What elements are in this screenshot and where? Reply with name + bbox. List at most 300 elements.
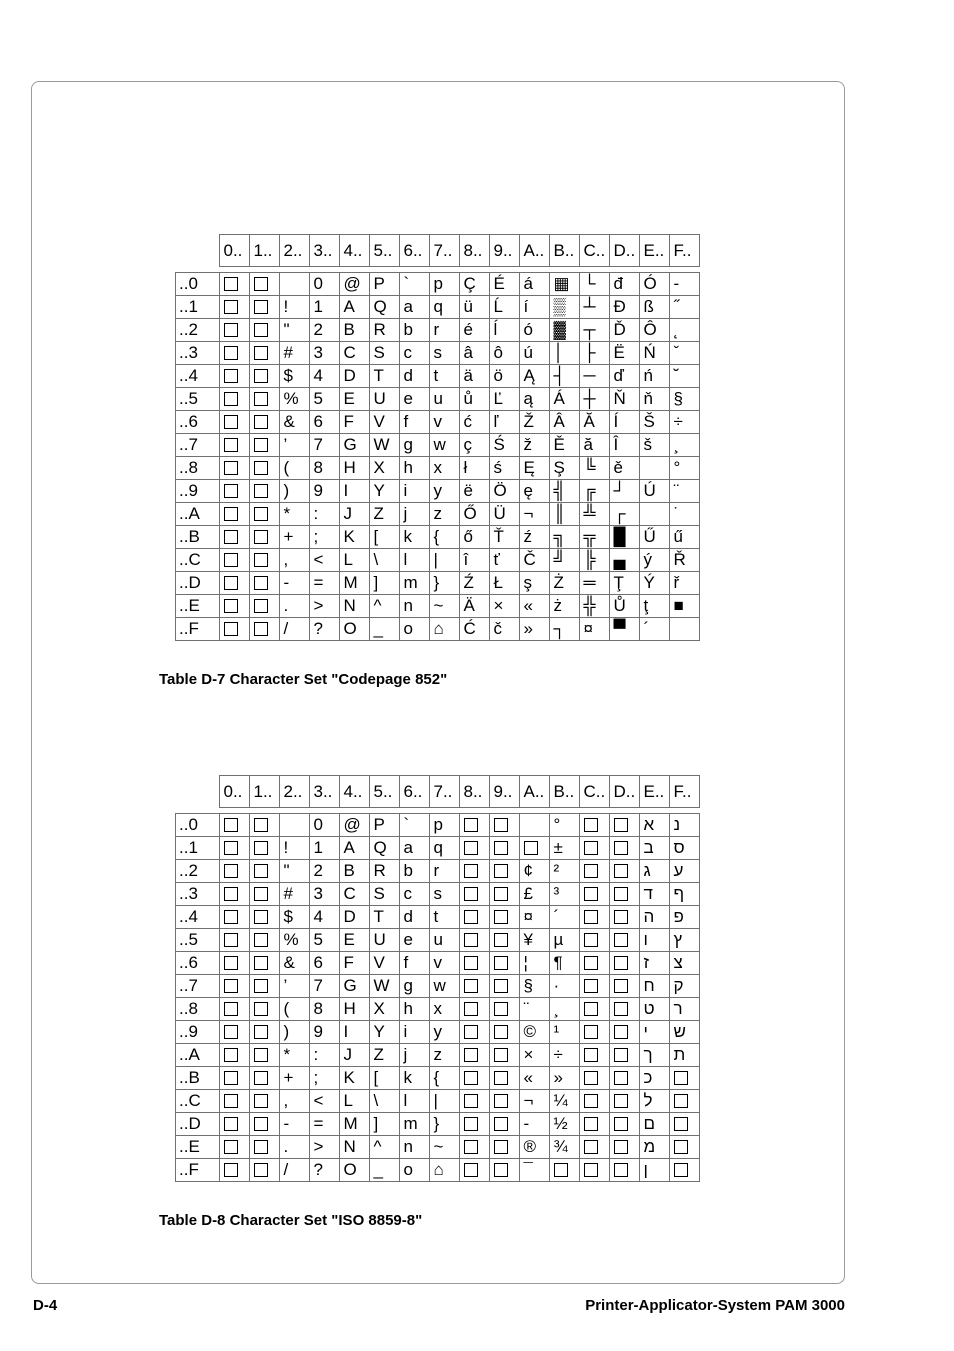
char-cell: ˝ bbox=[669, 296, 699, 319]
char-cell: A bbox=[339, 296, 369, 319]
table-row bbox=[176, 952, 700, 975]
undefined-char-box bbox=[584, 1071, 598, 1085]
undefined-char-box bbox=[464, 1071, 478, 1085]
char-cell bbox=[459, 998, 489, 1021]
char-cell bbox=[489, 906, 519, 929]
char-cell: 6 bbox=[309, 952, 339, 975]
undefined-char-box bbox=[254, 461, 268, 475]
char-cell bbox=[249, 411, 279, 434]
char-cell: " bbox=[279, 860, 309, 883]
undefined-char-box bbox=[494, 864, 508, 878]
char-cell: x bbox=[429, 998, 459, 1021]
char-cell: א bbox=[639, 814, 669, 837]
char-cell: O bbox=[339, 1159, 369, 1182]
undefined-char-box bbox=[614, 1117, 628, 1131]
table-caption-codepage-852: Table D-7 Character Set "Codepage 852" bbox=[159, 671, 448, 688]
undefined-char-box bbox=[254, 599, 268, 613]
column-header: 6.. bbox=[399, 235, 429, 267]
undefined-char-box bbox=[224, 1140, 238, 1154]
char-cell: p bbox=[429, 814, 459, 837]
char-cell bbox=[489, 883, 519, 906]
char-cell: @ bbox=[339, 273, 369, 296]
char-cell: Ą bbox=[519, 365, 549, 388]
undefined-char-box bbox=[224, 910, 238, 924]
undefined-char-box bbox=[584, 979, 598, 993]
char-cell: g bbox=[399, 975, 429, 998]
char-cell: A bbox=[339, 837, 369, 860]
char-cell: ץ bbox=[669, 929, 699, 952]
undefined-char-box bbox=[494, 910, 508, 924]
column-header: E.. bbox=[639, 235, 669, 267]
char-cell: ó bbox=[519, 319, 549, 342]
undefined-char-box bbox=[254, 841, 268, 855]
char-cell: ▒ bbox=[549, 296, 579, 319]
row-header: ..1 bbox=[176, 837, 220, 860]
undefined-char-box bbox=[674, 1140, 688, 1154]
char-cell: n bbox=[399, 1136, 429, 1159]
char-cell: 9 bbox=[309, 1021, 339, 1044]
char-cell: Č bbox=[519, 549, 549, 572]
undefined-char-box bbox=[254, 910, 268, 924]
undefined-char-box bbox=[254, 300, 268, 314]
table-row bbox=[176, 1136, 700, 1159]
char-cell: Ü bbox=[489, 503, 519, 526]
char-cell: $ bbox=[279, 365, 309, 388]
char-cell: # bbox=[279, 342, 309, 365]
char-cell bbox=[219, 572, 249, 595]
undefined-char-box bbox=[254, 979, 268, 993]
char-cell: X bbox=[369, 998, 399, 1021]
char-cell bbox=[219, 595, 249, 618]
char-cell: Ĺ bbox=[489, 296, 519, 319]
char-cell: ¦ bbox=[519, 952, 549, 975]
column-header: 9.. bbox=[489, 235, 519, 267]
char-cell bbox=[609, 1044, 639, 1067]
char-cell: . bbox=[279, 595, 309, 618]
char-cell bbox=[459, 906, 489, 929]
char-cell: / bbox=[279, 618, 309, 641]
char-cell: C bbox=[339, 883, 369, 906]
undefined-char-box bbox=[254, 864, 268, 878]
undefined-char-box bbox=[254, 507, 268, 521]
undefined-char-box bbox=[254, 369, 268, 383]
char-cell: ĺ bbox=[489, 319, 519, 342]
char-cell: ˛ bbox=[669, 319, 699, 342]
char-cell: Î bbox=[609, 434, 639, 457]
row-header: ..6 bbox=[176, 411, 220, 434]
char-cell: Ô bbox=[639, 319, 669, 342]
table-row bbox=[176, 1044, 700, 1067]
undefined-char-box bbox=[254, 438, 268, 452]
char-cell: â bbox=[459, 342, 489, 365]
undefined-char-box bbox=[494, 818, 508, 832]
char-cell: R bbox=[369, 319, 399, 342]
char-cell: ů bbox=[459, 388, 489, 411]
char-cell: I bbox=[339, 480, 369, 503]
char-cell: Ú bbox=[639, 480, 669, 503]
char-cell bbox=[249, 549, 279, 572]
row-header: ..9 bbox=[176, 480, 220, 503]
char-cell: ³ bbox=[549, 883, 579, 906]
table-row bbox=[176, 998, 700, 1021]
char-cell: Z bbox=[369, 503, 399, 526]
char-cell bbox=[459, 1044, 489, 1067]
char-cell: ╦ bbox=[579, 526, 609, 549]
char-cell: Ź bbox=[459, 572, 489, 595]
undefined-char-box bbox=[494, 1117, 508, 1131]
char-cell: Ę bbox=[519, 457, 549, 480]
char-cell: ; bbox=[309, 526, 339, 549]
char-cell bbox=[249, 1136, 279, 1159]
char-cell: a bbox=[399, 837, 429, 860]
row-header: ..8 bbox=[176, 457, 220, 480]
char-cell: y bbox=[429, 1021, 459, 1044]
row-header: ..4 bbox=[176, 365, 220, 388]
char-cell bbox=[579, 998, 609, 1021]
char-cell: ¬ bbox=[519, 503, 549, 526]
undefined-char-box bbox=[254, 887, 268, 901]
char-cell: G bbox=[339, 434, 369, 457]
char-cell bbox=[489, 929, 519, 952]
undefined-char-box bbox=[614, 887, 628, 901]
char-cell: e bbox=[399, 929, 429, 952]
char-cell: { bbox=[429, 1067, 459, 1090]
char-cell: o bbox=[399, 618, 429, 641]
char-cell: ¸ bbox=[549, 998, 579, 1021]
char-cell: ţ bbox=[639, 595, 669, 618]
char-cell bbox=[669, 1136, 699, 1159]
char-cell bbox=[219, 906, 249, 929]
char-cell: k bbox=[399, 526, 429, 549]
char-cell: o bbox=[399, 1159, 429, 1182]
table-row bbox=[176, 929, 700, 952]
row-header: ..6 bbox=[176, 952, 220, 975]
table-row bbox=[176, 975, 700, 998]
char-cell: L bbox=[339, 549, 369, 572]
table-row bbox=[176, 480, 700, 503]
char-cell bbox=[669, 1090, 699, 1113]
column-header: 1.. bbox=[249, 235, 279, 267]
char-cell: 1 bbox=[309, 837, 339, 860]
char-cell bbox=[609, 814, 639, 837]
undefined-char-box bbox=[614, 864, 628, 878]
undefined-char-box bbox=[524, 841, 538, 855]
char-cell: J bbox=[339, 1044, 369, 1067]
char-cell: ½ bbox=[549, 1113, 579, 1136]
char-cell: Y bbox=[369, 1021, 399, 1044]
undefined-char-box bbox=[464, 1140, 478, 1154]
char-cell bbox=[489, 998, 519, 1021]
char-cell bbox=[219, 883, 249, 906]
char-cell: E bbox=[339, 929, 369, 952]
char-cell bbox=[579, 929, 609, 952]
char-cell: ° bbox=[549, 814, 579, 837]
undefined-char-box bbox=[224, 887, 238, 901]
char-cell: / bbox=[279, 1159, 309, 1182]
char-cell: § bbox=[519, 975, 549, 998]
undefined-char-box bbox=[224, 933, 238, 947]
char-cell bbox=[579, 1159, 609, 1182]
char-cell: × bbox=[519, 1044, 549, 1067]
char-cell: r bbox=[429, 860, 459, 883]
undefined-char-box bbox=[224, 415, 238, 429]
char-cell: ¸ bbox=[669, 434, 699, 457]
undefined-char-box bbox=[584, 1140, 598, 1154]
undefined-char-box bbox=[254, 530, 268, 544]
undefined-char-box bbox=[614, 1002, 628, 1016]
char-cell bbox=[219, 1159, 249, 1182]
char-cell: ł bbox=[459, 457, 489, 480]
char-cell: . bbox=[279, 1136, 309, 1159]
char-cell bbox=[609, 883, 639, 906]
char-cell: ה bbox=[639, 906, 669, 929]
char-cell: × bbox=[489, 595, 519, 618]
char-cell: < bbox=[309, 1090, 339, 1113]
char-cell bbox=[609, 1067, 639, 1090]
char-cell bbox=[219, 814, 249, 837]
undefined-char-box bbox=[254, 933, 268, 947]
char-cell: Ů bbox=[609, 595, 639, 618]
char-cell bbox=[579, 906, 609, 929]
char-cell bbox=[219, 1090, 249, 1113]
char-cell: $ bbox=[279, 906, 309, 929]
char-cell: ס bbox=[669, 837, 699, 860]
char-cell: ▦ bbox=[549, 273, 579, 296]
char-cell: ┼ bbox=[579, 388, 609, 411]
undefined-char-box bbox=[224, 979, 238, 993]
char-cell bbox=[459, 929, 489, 952]
char-cell bbox=[249, 860, 279, 883]
char-cell: f bbox=[399, 952, 429, 975]
undefined-char-box bbox=[254, 622, 268, 636]
char-cell: D bbox=[339, 906, 369, 929]
char-cell: q bbox=[429, 296, 459, 319]
char-cell: % bbox=[279, 388, 309, 411]
char-cell: t bbox=[429, 906, 459, 929]
char-cell: Ä bbox=[459, 595, 489, 618]
table-corner bbox=[176, 235, 220, 267]
char-cell: L bbox=[339, 1090, 369, 1113]
undefined-char-box bbox=[494, 1048, 508, 1062]
char-cell: \ bbox=[369, 1090, 399, 1113]
undefined-char-box bbox=[614, 1048, 628, 1062]
undefined-char-box bbox=[464, 1002, 478, 1016]
char-cell: £ bbox=[519, 883, 549, 906]
column-header: 6.. bbox=[399, 776, 429, 808]
char-cell bbox=[249, 883, 279, 906]
undefined-char-box bbox=[584, 818, 598, 832]
column-header: 5.. bbox=[369, 235, 399, 267]
char-cell bbox=[579, 1136, 609, 1159]
char-cell: Ě bbox=[549, 434, 579, 457]
char-cell: כ bbox=[639, 1067, 669, 1090]
undefined-char-box bbox=[224, 392, 238, 406]
row-header: ..2 bbox=[176, 319, 220, 342]
char-cell: Ë bbox=[609, 342, 639, 365]
char-cell bbox=[579, 814, 609, 837]
char-cell bbox=[219, 273, 249, 296]
char-cell: 7 bbox=[309, 975, 339, 998]
char-cell: ¹ bbox=[549, 1021, 579, 1044]
char-cell: S bbox=[369, 883, 399, 906]
char-cell: ┤ bbox=[549, 365, 579, 388]
char-cell: C bbox=[339, 342, 369, 365]
undefined-char-box bbox=[224, 1117, 238, 1131]
char-cell bbox=[609, 952, 639, 975]
column-header: 4.. bbox=[339, 776, 369, 808]
char-cell: P bbox=[369, 814, 399, 837]
row-header: ..A bbox=[176, 1044, 220, 1067]
undefined-char-box bbox=[584, 1025, 598, 1039]
char-cell: ל bbox=[639, 1090, 669, 1113]
char-cell bbox=[279, 273, 309, 296]
char-cell bbox=[609, 975, 639, 998]
column-header: 3.. bbox=[309, 235, 339, 267]
char-cell: ─ bbox=[579, 365, 609, 388]
char-cell: p bbox=[429, 273, 459, 296]
char-cell: ź bbox=[519, 526, 549, 549]
column-header: A.. bbox=[519, 776, 549, 808]
row-header: ..A bbox=[176, 503, 220, 526]
char-cell: 8 bbox=[309, 998, 339, 1021]
undefined-char-box bbox=[614, 1071, 628, 1085]
char-cell: ú bbox=[519, 342, 549, 365]
undefined-char-box bbox=[254, 346, 268, 360]
char-cell: ╝ bbox=[549, 549, 579, 572]
char-cell: ▓ bbox=[549, 319, 579, 342]
char-cell bbox=[249, 929, 279, 952]
char-cell: e bbox=[399, 388, 429, 411]
undefined-char-box bbox=[494, 1163, 508, 1177]
char-cell: | bbox=[429, 549, 459, 572]
char-cell: & bbox=[279, 952, 309, 975]
undefined-char-box bbox=[614, 1140, 628, 1154]
undefined-char-box bbox=[224, 622, 238, 636]
row-header: ..2 bbox=[176, 860, 220, 883]
char-cell bbox=[489, 1044, 519, 1067]
undefined-char-box bbox=[224, 864, 238, 878]
table-caption-iso-8859-8: Table D-8 Character Set "ISO 8859-8" bbox=[159, 1212, 423, 1229]
undefined-char-box bbox=[464, 1025, 478, 1039]
char-cell: = bbox=[309, 572, 339, 595]
char-cell: Ř bbox=[669, 549, 699, 572]
undefined-char-box bbox=[494, 1002, 508, 1016]
row-header: ..5 bbox=[176, 388, 220, 411]
char-cell bbox=[249, 434, 279, 457]
char-cell: s bbox=[429, 883, 459, 906]
column-header: 5.. bbox=[369, 776, 399, 808]
char-cell: M bbox=[339, 1113, 369, 1136]
table-row bbox=[176, 1113, 700, 1136]
char-cell: ⌂ bbox=[429, 618, 459, 641]
char-cell bbox=[669, 1159, 699, 1182]
char-cell: B bbox=[339, 319, 369, 342]
char-cell bbox=[489, 1136, 519, 1159]
column-header: 4.. bbox=[339, 235, 369, 267]
column-header: 2.. bbox=[279, 776, 309, 808]
undefined-char-box bbox=[464, 818, 478, 832]
char-cell: Ţ bbox=[609, 572, 639, 595]
char-cell: b bbox=[399, 319, 429, 342]
undefined-char-box bbox=[584, 1094, 598, 1108]
char-cell: X bbox=[369, 457, 399, 480]
undefined-char-box bbox=[224, 1094, 238, 1108]
char-cell: ■ bbox=[669, 595, 699, 618]
char-cell: ś bbox=[489, 457, 519, 480]
undefined-char-box bbox=[674, 1117, 688, 1131]
undefined-char-box bbox=[224, 530, 238, 544]
char-cell bbox=[639, 503, 669, 526]
char-cell bbox=[249, 273, 279, 296]
char-cell: Ń bbox=[639, 342, 669, 365]
column-header: F.. bbox=[669, 235, 699, 267]
char-cell: Y bbox=[369, 480, 399, 503]
char-cell: │ bbox=[549, 342, 579, 365]
column-header: 8.. bbox=[459, 235, 489, 267]
char-cell: j bbox=[399, 503, 429, 526]
row-header: ..7 bbox=[176, 975, 220, 998]
char-cell: z bbox=[429, 1044, 459, 1067]
undefined-char-box bbox=[674, 1163, 688, 1177]
char-cell bbox=[249, 1067, 279, 1090]
char-cell: ± bbox=[549, 837, 579, 860]
charset-table-codepage-852 bbox=[175, 234, 700, 641]
char-cell: # bbox=[279, 883, 309, 906]
row-header: ..7 bbox=[176, 434, 220, 457]
char-cell: T bbox=[369, 906, 399, 929]
char-cell: Ű bbox=[639, 526, 669, 549]
column-header: 1.. bbox=[249, 776, 279, 808]
char-cell: K bbox=[339, 526, 369, 549]
char-cell: é bbox=[459, 319, 489, 342]
row-header: ..D bbox=[176, 572, 220, 595]
char-cell bbox=[579, 975, 609, 998]
char-cell: u bbox=[429, 929, 459, 952]
char-cell: פ bbox=[669, 906, 699, 929]
char-cell bbox=[219, 296, 249, 319]
char-cell bbox=[489, 952, 519, 975]
char-cell bbox=[249, 618, 279, 641]
undefined-char-box bbox=[254, 553, 268, 567]
row-header: ..3 bbox=[176, 342, 220, 365]
char-cell: > bbox=[309, 1136, 339, 1159]
char-cell bbox=[249, 457, 279, 480]
char-cell: » bbox=[519, 618, 549, 641]
column-header: 7.. bbox=[429, 235, 459, 267]
char-cell: ע bbox=[669, 860, 699, 883]
char-cell: ר bbox=[669, 998, 699, 1021]
char-cell: } bbox=[429, 1113, 459, 1136]
char-cell: 4 bbox=[309, 906, 339, 929]
char-cell: ¢ bbox=[519, 860, 549, 883]
char-cell: D bbox=[339, 365, 369, 388]
char-cell: ë bbox=[459, 480, 489, 503]
char-cell: = bbox=[309, 1113, 339, 1136]
undefined-char-box bbox=[464, 841, 478, 855]
char-cell: I bbox=[339, 1021, 369, 1044]
char-cell bbox=[219, 480, 249, 503]
char-cell: Ç bbox=[459, 273, 489, 296]
char-cell: ¬ bbox=[519, 1090, 549, 1113]
char-cell: י bbox=[639, 1021, 669, 1044]
char-cell: ş bbox=[519, 572, 549, 595]
table-row bbox=[176, 595, 700, 618]
table-row bbox=[176, 814, 700, 837]
char-cell: ä bbox=[459, 365, 489, 388]
char-cell: U bbox=[369, 929, 399, 952]
char-cell: ב bbox=[639, 837, 669, 860]
char-cell: ö bbox=[489, 365, 519, 388]
